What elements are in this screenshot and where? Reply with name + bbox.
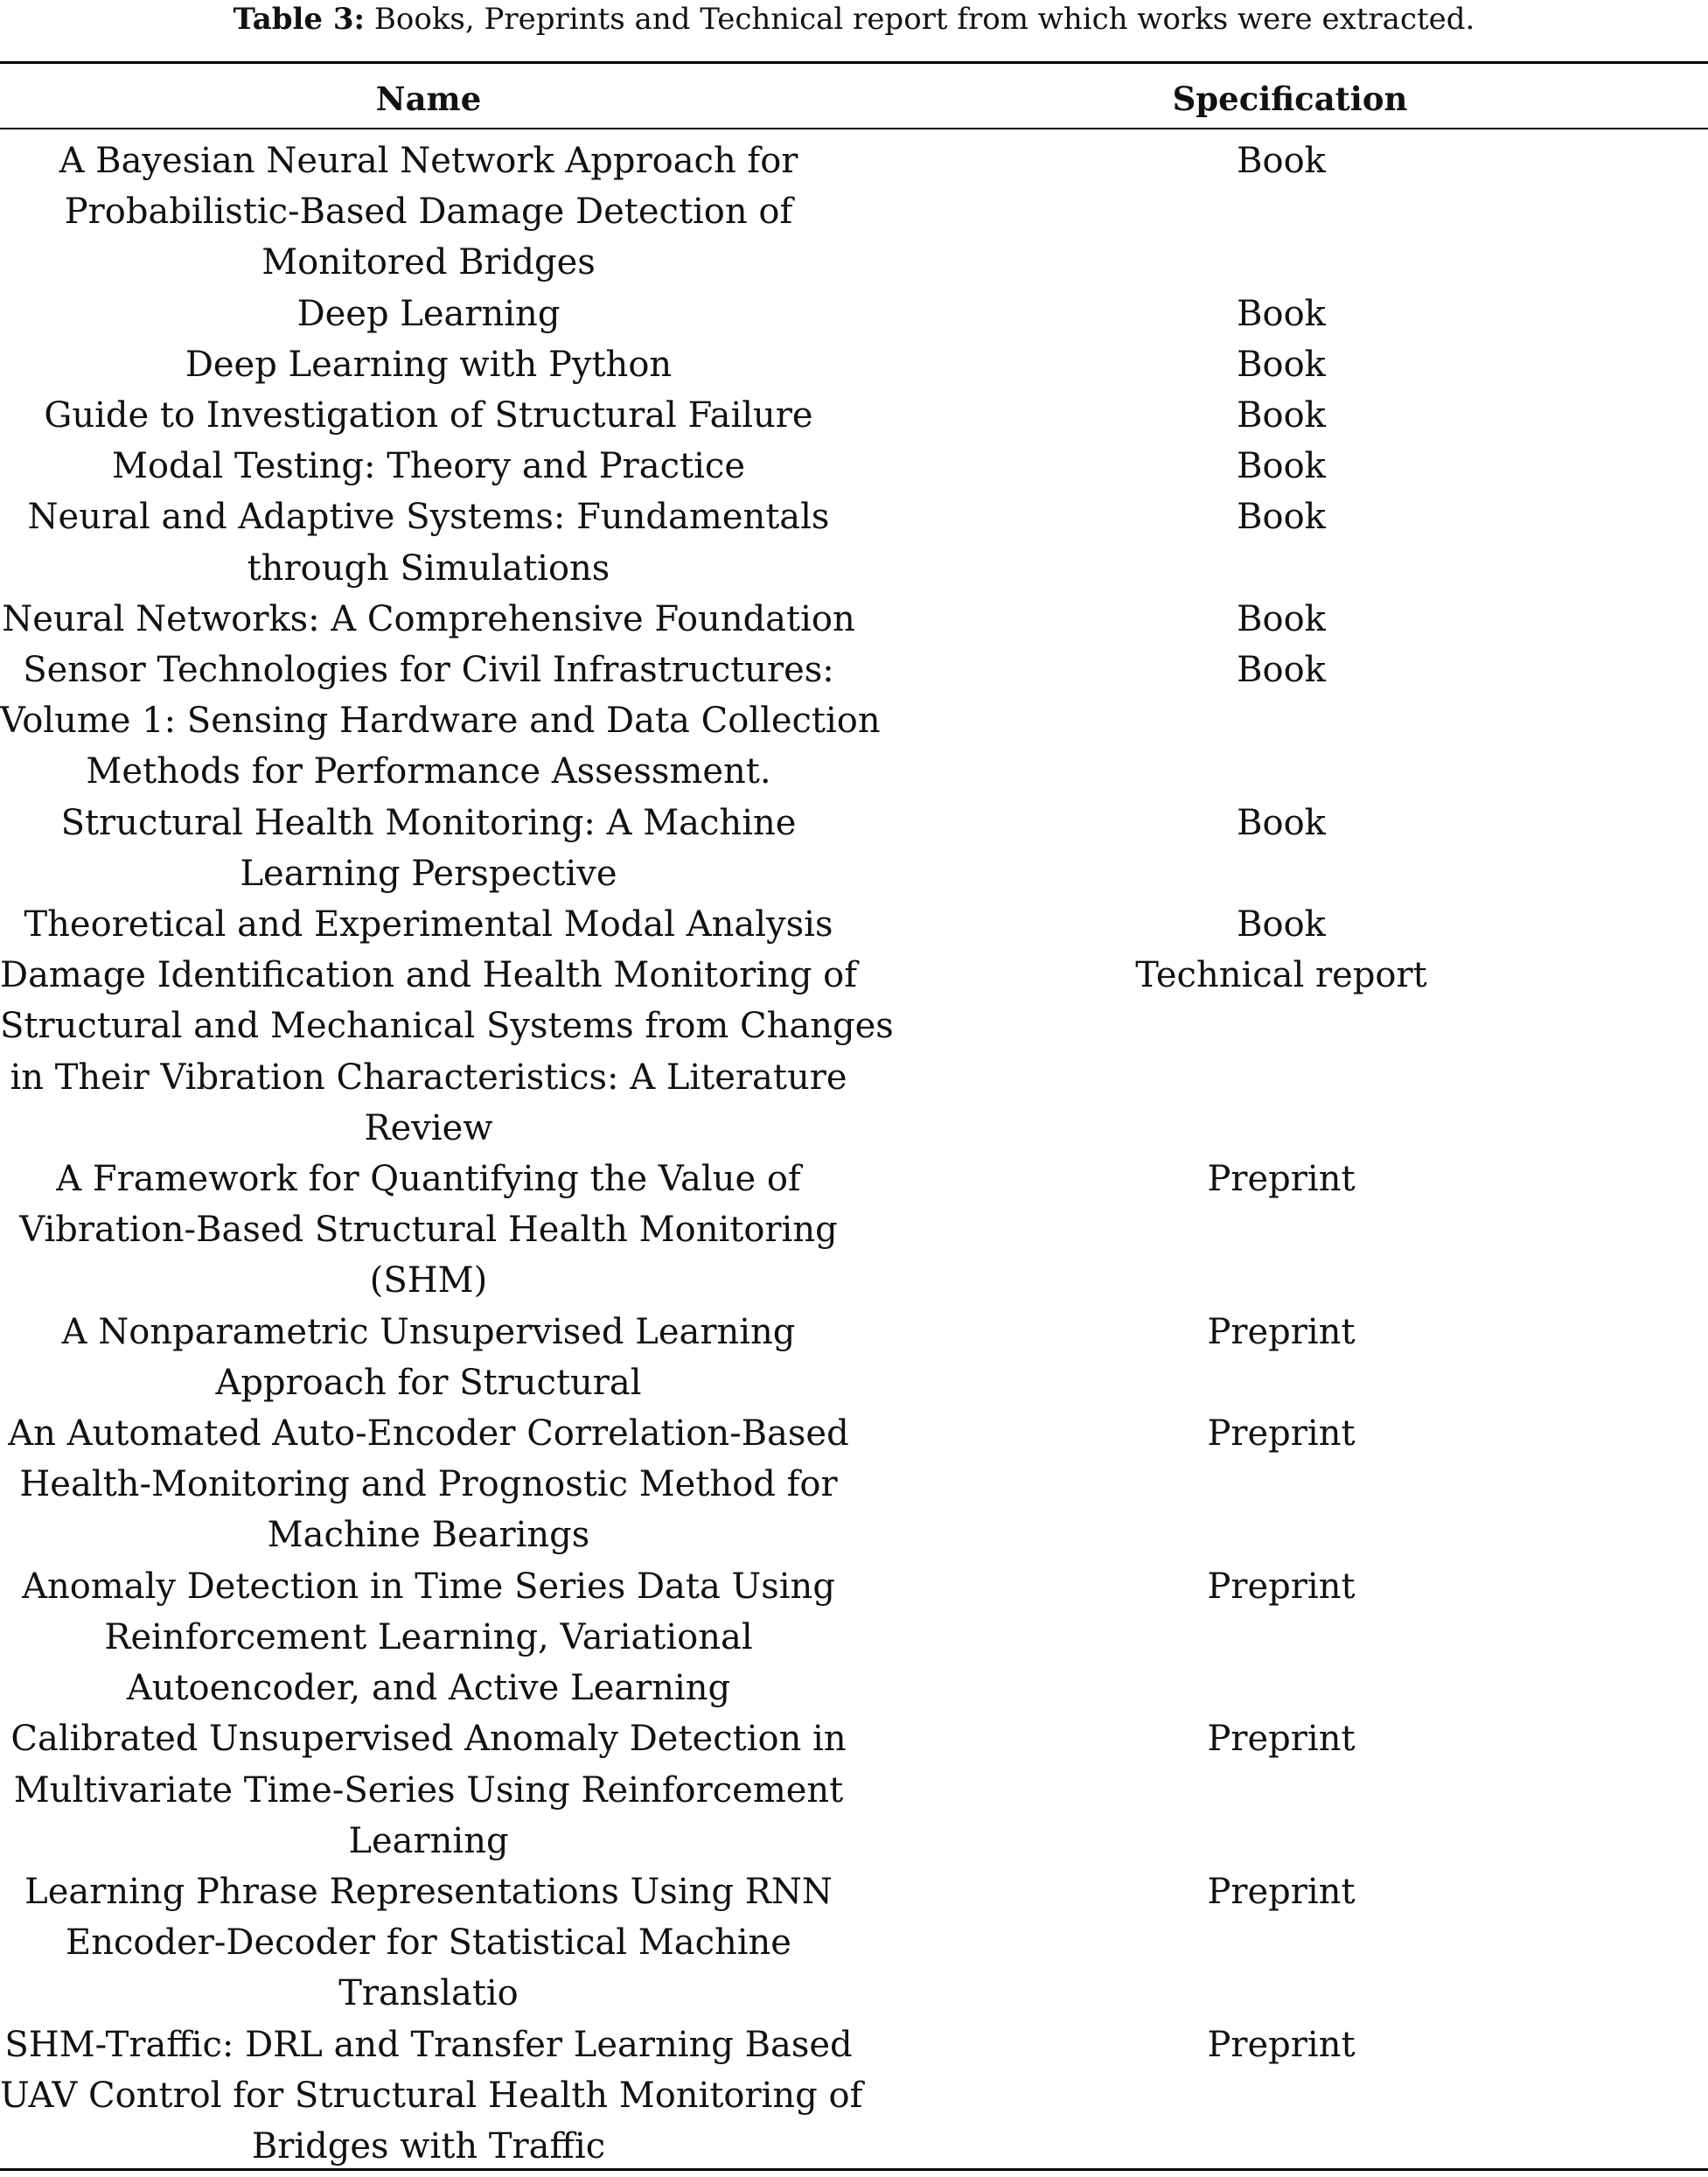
- table-bottom-rule: [0, 2168, 1708, 2171]
- cell-name-line: Guide to Investigation of Structural Failure: [44, 395, 813, 436]
- cell-name-line: Translatio: [338, 1973, 519, 2014]
- table-row: [0, 441, 1708, 492]
- cell-name: [0, 136, 857, 289]
- cell-name-line: Structural Health Monitoring: A Machine: [60, 802, 797, 843]
- cell-name: [0, 899, 857, 950]
- table-row: [0, 645, 1708, 798]
- cell-name-line: Damage Identification and Health Monitoring of: [0, 955, 858, 996]
- cell-name-line: A Framework for Quantifying the Value of: [56, 1159, 801, 1200]
- cell-specification: Preprint: [1207, 1413, 1356, 1455]
- cell-name: [0, 1561, 857, 1714]
- table-row: [0, 390, 1708, 441]
- cell-specification: Book: [1237, 904, 1326, 945]
- cell-name: [0, 390, 857, 441]
- table-row: [0, 1561, 1708, 1714]
- cell-name-line: SHM-Traffic: DRL and Transfer Learning Based: [4, 2024, 853, 2065]
- table-row: [0, 1713, 1708, 1866]
- cell-name: [0, 1713, 857, 1866]
- cell-name: [0, 1307, 857, 1408]
- cell-specification: Preprint: [1207, 1719, 1356, 1760]
- cell-name-line: (SHM): [369, 1260, 488, 1301]
- cell-name-line: Volume 1: Sensing Hardware and Data Collection: [0, 701, 881, 742]
- cell-name: [0, 645, 881, 798]
- cell-name: [0, 798, 857, 899]
- cell-specification: Book: [1237, 395, 1326, 436]
- cell-name-line: Sensor Technologies for Civil Infrastructures:: [23, 650, 834, 691]
- table-header-row: [0, 73, 1708, 124]
- cell-name-line: Multivariate Time-Series Using Reinforcement: [13, 1769, 844, 1811]
- cell-specification: Preprint: [1207, 2024, 1356, 2065]
- table-row: [0, 289, 1708, 339]
- table-body: [0, 136, 1708, 2172]
- cell-name-line: Monitored Bridges: [261, 242, 596, 283]
- cell-specification: Book: [1237, 497, 1326, 538]
- cell-name-line: Learning Perspective: [240, 853, 617, 894]
- cell-specification: Preprint: [1207, 1566, 1356, 1607]
- cell-name-line: Bridges with Traffic: [251, 2125, 606, 2167]
- cell-specification: Book: [1237, 446, 1326, 487]
- cell-specification: Technical report: [1135, 955, 1427, 996]
- cell-name-line: UAV Control for Structural Health Monitoring of: [0, 2075, 863, 2116]
- cell-name-line: A Nonparametric Unsupervised Learning: [61, 1311, 796, 1352]
- table-row: [0, 339, 1708, 390]
- cell-name-line: A Bayesian Neural Network Approach for: [59, 141, 798, 181]
- table-header-rule: [0, 128, 1708, 129]
- cell-specification: Book: [1237, 650, 1326, 691]
- cell-name-line: Methods for Performance Assessment.: [86, 751, 771, 792]
- table-row: [0, 2020, 1708, 2173]
- cell-name-line: Reinforcement Learning, Variational: [104, 1616, 753, 1657]
- cell-name-line: through Simulations: [247, 548, 610, 589]
- cell-name: [0, 594, 857, 645]
- cell-name-line: Neural Networks: A Comprehensive Foundation: [2, 598, 855, 639]
- cell-name-line: Autoencoder, and Active Learning: [126, 1668, 731, 1709]
- table-row: [0, 594, 1708, 645]
- cell-name-line: Review: [364, 1107, 493, 1148]
- cell-name-line: Theoretical and Experimental Modal Analysis: [24, 904, 833, 945]
- cell-name-line: Deep Learning with Python: [185, 344, 673, 385]
- table-top-rule: [0, 61, 1708, 64]
- cell-name-line: Neural and Adaptive Systems: Fundamentals: [27, 497, 830, 538]
- cell-name-line: Probabilistic-Based Damage Detection of: [64, 192, 793, 233]
- cell-name: [0, 2020, 863, 2173]
- cell-name-line: Modal Testing: Theory and Practice: [112, 446, 745, 487]
- cell-name: [0, 339, 857, 390]
- cell-name: [0, 950, 894, 1154]
- cell-name-line: Anomaly Detection in Time Series Data Using: [22, 1566, 835, 1607]
- table-caption: [0, 0, 1708, 38]
- cell-name-line: Vibration-Based Structural Health Monitoring: [19, 1210, 838, 1251]
- cell-name: [0, 289, 857, 339]
- table-row: [0, 1866, 1708, 2020]
- cell-specification: Book: [1237, 598, 1326, 639]
- table-row: [0, 899, 1708, 950]
- table-row: [0, 1307, 1708, 1408]
- cell-name-line: Machine Bearings: [267, 1515, 590, 1556]
- cell-name-line: Approach for Structural: [215, 1362, 642, 1403]
- column-header-name: Name: [375, 80, 482, 118]
- cell-name-line: An Automated Auto-Encoder Correlation-Based: [8, 1413, 849, 1455]
- table-row: [0, 950, 1708, 1154]
- table-row: [0, 1408, 1708, 1561]
- cell-specification: Preprint: [1207, 1159, 1356, 1200]
- cell-name: [0, 441, 857, 492]
- cell-name-line: Calibrated Unsupervised Anomaly Detection in: [10, 1719, 847, 1760]
- cell-specification: Book: [1237, 344, 1326, 385]
- cell-name-line: Deep Learning: [296, 293, 561, 334]
- cell-specification: Preprint: [1207, 1871, 1356, 1912]
- cell-specification: Preprint: [1207, 1311, 1356, 1352]
- cell-name-line: Learning Phrase Representations Using RNN: [24, 1871, 833, 1912]
- table-row: [0, 798, 1708, 899]
- table-row: [0, 492, 1708, 593]
- table-row: [0, 136, 1708, 289]
- cell-name-line: in Their Vibration Characteristics: A Literature: [10, 1057, 847, 1098]
- cell-name-line: Structural and Mechanical Systems from Changes: [0, 1006, 894, 1047]
- table-caption-text: Books, Preprints and Technical report from which works were extracted.: [373, 2, 1475, 37]
- cell-name-line: Learning: [348, 1820, 509, 1861]
- table-caption-label: Table 3:: [233, 2, 366, 37]
- cell-name: [0, 1154, 857, 1307]
- cell-name: [0, 492, 857, 593]
- cell-specification: Book: [1237, 141, 1326, 181]
- cell-specification: Book: [1237, 802, 1326, 843]
- cell-name: [0, 1408, 857, 1561]
- cell-name-line: Health-Monitoring and Prognostic Method for: [19, 1464, 838, 1505]
- table-row: [0, 1154, 1708, 1307]
- column-header-specification: Specification: [1172, 80, 1408, 118]
- cell-name: [0, 1866, 857, 2020]
- cell-name-line: Encoder-Decoder for Statistical Machine: [66, 1922, 791, 1964]
- cell-specification: Book: [1237, 293, 1326, 334]
